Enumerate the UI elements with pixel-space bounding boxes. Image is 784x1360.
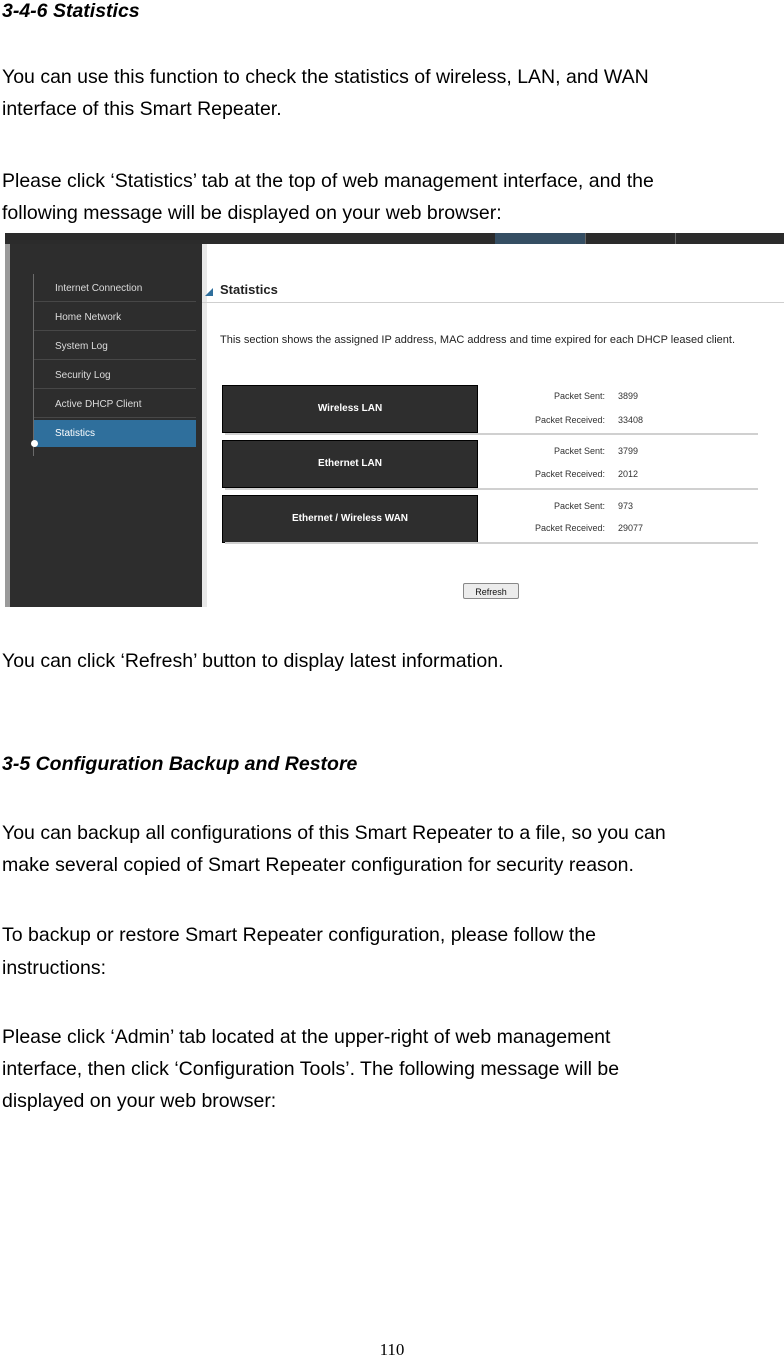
tab-divider [675, 233, 676, 244]
packet-sent-value: 3799 [618, 446, 639, 456]
packet-received-value: 29077 [618, 523, 644, 533]
active-bullet-icon [31, 440, 38, 447]
sidebar-item-system-log[interactable]: System Log [34, 333, 196, 360]
stat-name-box: Ethernet / Wireless WAN [222, 495, 478, 543]
packet-received-label: Packet Received: [534, 469, 605, 479]
paragraph-line: Please click ‘Statistics’ tab at the top of web management interface, and the [2, 170, 654, 192]
section-heading: 3-5 Configuration Backup and Restore [2, 753, 358, 775]
packet-received-value: 2012 [618, 469, 639, 479]
tab-statistics[interactable] [495, 233, 585, 244]
stat-name-box: Ethernet LAN [222, 440, 478, 488]
top-navigation-bar [5, 233, 784, 244]
refresh-button[interactable]: Refresh [463, 583, 519, 599]
paragraph-line: make several copied of Smart Repeater configuration for security reason. [2, 854, 634, 876]
paragraph-line: following message will be displayed on your web browser: [2, 202, 502, 224]
paragraph-line: displayed on your web browser: [2, 1090, 277, 1112]
paragraph-line: You can use this function to check the statistics of wireless, LAN, and WAN [2, 66, 649, 88]
packet-sent-label: Packet Sent: [553, 501, 605, 511]
packet-received-value: 33408 [618, 415, 644, 425]
panel-title: Statistics [220, 282, 278, 297]
paragraph-line: Please click ‘Admin’ tab located at the upper-right of web management [2, 1026, 611, 1048]
paragraph-line: You can backup all configurations of this Smart Repeater to a file, so you can [2, 822, 666, 844]
paragraph-line: interface of this Smart Repeater. [2, 98, 282, 120]
packet-received-label: Packet Received: [534, 415, 605, 425]
statistics-screenshot [5, 233, 784, 607]
row-separator [225, 488, 758, 490]
packet-sent-value: 3899 [618, 391, 639, 401]
sidebar-item-internet-connection[interactable]: Internet Connection [34, 275, 196, 302]
panel-description: This section shows the assigned IP address, MAC address and time expired for each DHCP leased client. [220, 334, 736, 346]
sidebar-item-security-log[interactable]: Security Log [34, 362, 196, 389]
paragraph-line: instructions: [2, 957, 107, 979]
paragraph-line: interface, then click ‘Configuration Tools’. The following message will be [2, 1058, 620, 1080]
packet-sent-label: Packet Sent: [553, 446, 605, 456]
packet-sent-label: Packet Sent: [553, 391, 605, 401]
packet-received-label: Packet Received: [534, 523, 605, 533]
row-separator [225, 542, 758, 544]
title-underline [202, 302, 784, 303]
panel-divider [202, 244, 207, 607]
paragraph-line: To backup or restore Smart Repeater configuration, please follow the [2, 924, 596, 946]
stat-name-box: Wireless LAN [222, 385, 478, 433]
sidebar-item-home-network[interactable]: Home Network [34, 304, 196, 331]
row-separator [225, 433, 758, 435]
packet-sent-value: 973 [618, 501, 634, 511]
tab-divider [585, 233, 586, 244]
section-heading: 3-4-6 Statistics [2, 0, 140, 22]
sidebar-item-active-dhcp-client[interactable]: Active DHCP Client [34, 391, 196, 418]
triangle-marker-icon [205, 288, 213, 296]
sidebar [10, 244, 202, 607]
sidebar-item-statistics[interactable]: Statistics [34, 420, 196, 447]
paragraph-line: You can click ‘Refresh’ button to display latest information. [2, 650, 504, 672]
page-number: 110 [379, 1340, 405, 1359]
